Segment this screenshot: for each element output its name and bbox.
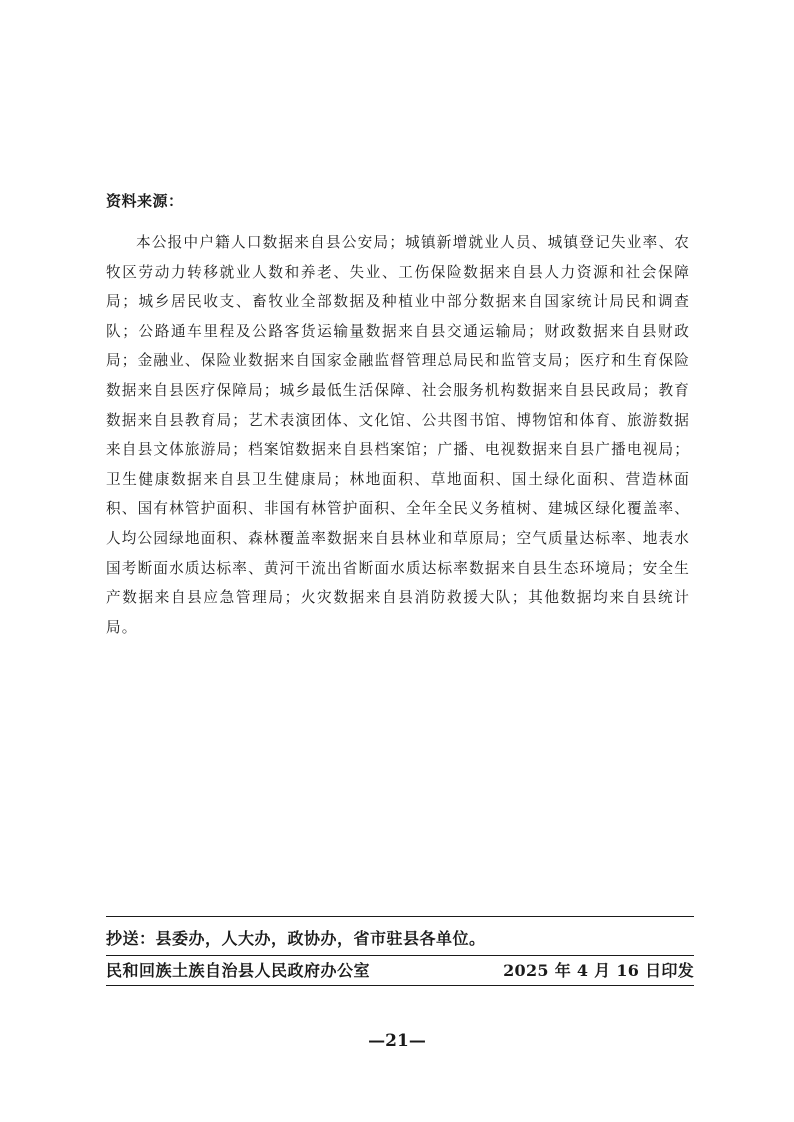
top-divider: [106, 916, 694, 917]
middle-divider: [106, 955, 694, 956]
page-number: —21—: [368, 1031, 426, 1051]
issuer-row: [106, 958, 694, 984]
issuer-name: 民和回族土族自治县人民政府办公室: [106, 961, 371, 980]
cc-line: 抄送：县委办，人大办，政协办，省市驻县各单位。: [106, 929, 486, 948]
source-body-paragraph: 本公报中户籍人口数据来自县公安局；城镇新增就业人员、城镇登记失业率、农牧区劳动力转移就业人数和养老、失业、工伤保险数据来自县人力资源和社会保障局；城乡居民收支、畜牧业全部数据及种植业中部分数据来自国家统计局民和调查队；公路通车里程及公路客货运输量数据来自县交通运输局；财政数据来自县财政局；金融业、保险业数据来自国家金融监督管理总局民和监管支局；医疗和生育保险数据来自县医疗保障局；城乡最低生活保障、社会服务机构数据来自县民政局；教育数据来自县教育局；艺术表演团体、文化馆、公共图书馆、博物馆和体育、旅游数据来自县文体旅游局；档案馆数据来自县档案馆；广播、电视数据来自县广播电视局；卫生健康数据来自县卫生健康局；林地面积、草地面积、国土绿化面积、营造林面积、国有林管护面积、非国有林管护面积、全年全民义务植树、建城区绿化覆盖率、人均公园绿地面积、森林覆盖率数据来自县林业和草原局；空气质量达标率、地表水国考断面水质达标率、黄河干流出省断面水质达标率数据来自县生态环境局；安全生产数据来自县应急管理局；火灾数据来自县消防救援大队；其他数据均来自县统计局。: [106, 234, 690, 636]
bottom-divider: [106, 985, 694, 986]
issue-date: 2025 年 4 月 16 日印发: [503, 961, 694, 980]
source-heading: 资料来源：: [106, 192, 184, 210]
